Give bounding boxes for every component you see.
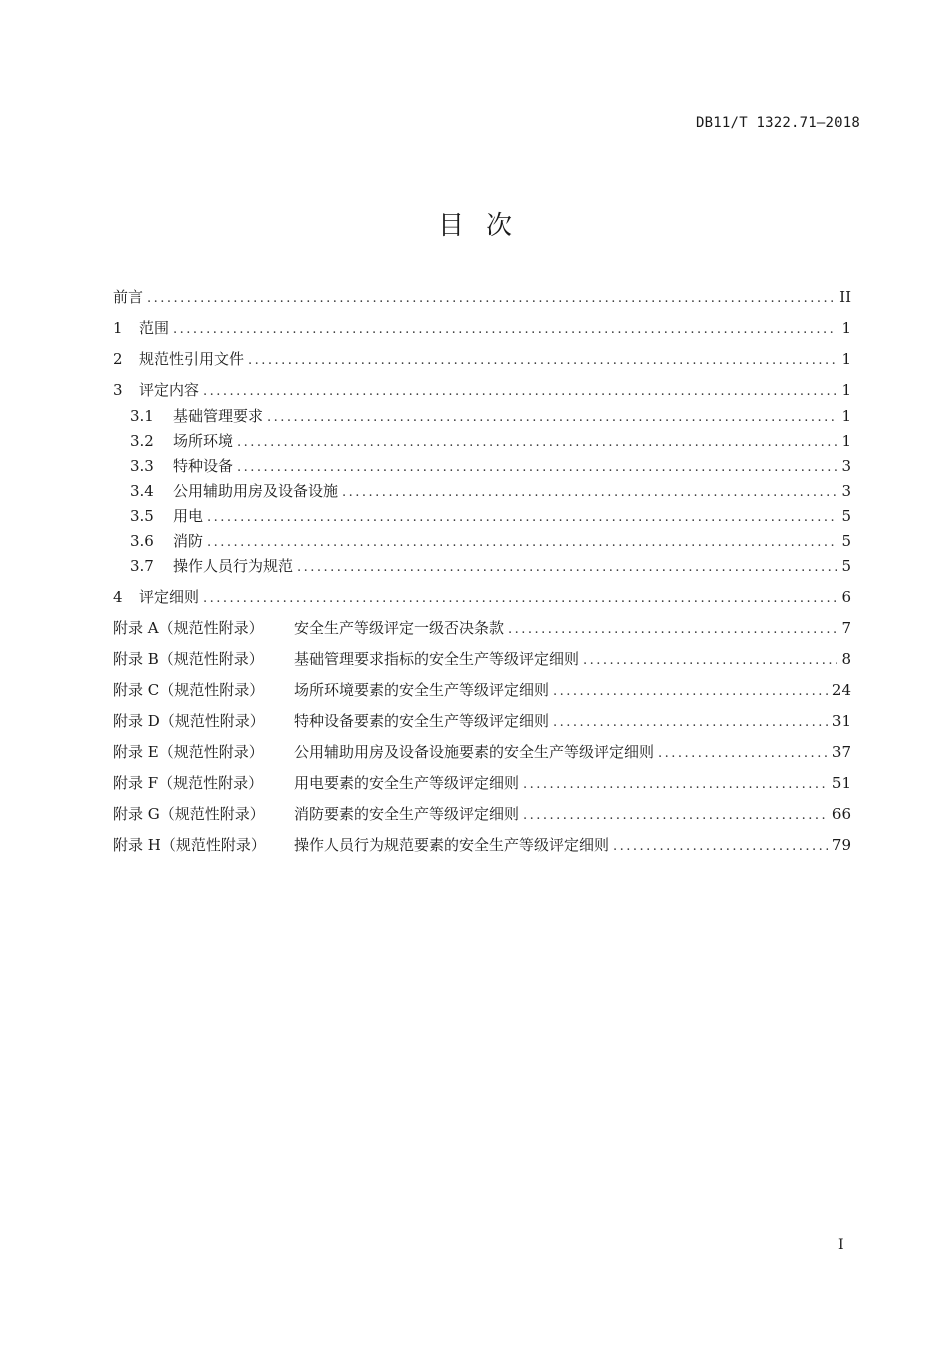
toc-entry-text: 公用辅助用房及设备设施	[173, 482, 339, 500]
toc-leader-dots	[297, 558, 837, 578]
page-title: 目次	[437, 211, 534, 241]
toc-appendix-label: 附录 D（规范性附录）	[113, 712, 265, 730]
page-number: I	[838, 1237, 844, 1253]
toc-leader-dots	[173, 320, 837, 340]
toc-entry-page: 66	[831, 805, 851, 823]
toc-entry-page: 8	[841, 650, 851, 668]
toc-leader-dots	[207, 508, 837, 528]
toc-entry-text: 场所环境要素的安全生产等级评定细则	[294, 681, 550, 699]
toc-entry-text: 前言	[113, 288, 144, 306]
toc-entry-foreword[interactable]	[113, 287, 851, 307]
toc-entry-page: 6	[841, 588, 851, 606]
toc-entry-page: 3	[841, 457, 851, 475]
toc-entry-subsection-3-6[interactable]	[113, 531, 851, 551]
toc-leader-dots	[203, 382, 837, 402]
toc-entry-text: 场所环境	[173, 432, 234, 450]
toc-leader-dots	[203, 589, 837, 609]
toc-entry-page: 5	[841, 532, 851, 550]
toc-entry-subsection-3-3[interactable]	[113, 456, 851, 476]
toc-leader-dots	[553, 713, 828, 733]
toc-entry-number: 3.3	[130, 457, 154, 475]
toc-entry-section-4[interactable]	[113, 587, 851, 607]
toc-entry-page: II	[839, 288, 851, 306]
toc-entry-subsection-3-7[interactable]	[113, 556, 851, 576]
toc-entry-text: 操作人员行为规范要素的安全生产等级评定细则	[294, 836, 610, 854]
toc-leader-dots	[147, 289, 835, 309]
toc-entry-text: 公用辅助用房及设备设施要素的安全生产等级评定细则	[294, 743, 655, 761]
toc-entry-text: 范围	[139, 319, 170, 337]
toc-entry-subsection-3-1[interactable]	[113, 406, 851, 426]
toc-entry-page: 37	[831, 743, 851, 761]
toc-entry-number: 3.5	[130, 507, 154, 525]
toc-appendix-label: 附录 F（规范性附录）	[113, 774, 264, 792]
toc-leader-dots	[523, 806, 828, 826]
toc-entry-number: 3.7	[130, 557, 154, 575]
toc-entry-text: 评定细则	[139, 588, 200, 606]
toc-entry-section-3[interactable]	[113, 380, 851, 400]
toc-entry-page: 24	[831, 681, 851, 699]
toc-entry-text: 规范性引用文件	[139, 350, 245, 368]
toc-appendix-label: 附录 A（规范性附录）	[113, 619, 264, 637]
toc-leader-dots	[508, 620, 837, 640]
toc-entry-text: 用电要素的安全生产等级评定细则	[294, 774, 520, 792]
toc-entry-text: 操作人员行为规范	[173, 557, 294, 575]
toc-entry-page: 31	[831, 712, 851, 730]
toc-entry-number: 3.4	[130, 482, 154, 500]
toc-entry-subsection-3-2[interactable]	[113, 431, 851, 451]
toc-entry-appendix-g[interactable]	[113, 804, 851, 824]
toc-entry-text: 评定内容	[139, 381, 200, 399]
toc-entry-appendix-h[interactable]	[113, 835, 851, 855]
toc-entry-appendix-d[interactable]	[113, 711, 851, 731]
toc-entry-page: 1	[841, 350, 851, 368]
toc-entry-page: 51	[831, 774, 851, 792]
toc-entry-appendix-a[interactable]	[113, 618, 851, 638]
toc-leader-dots	[613, 837, 828, 857]
toc-entry-number: 3.6	[130, 532, 154, 550]
document-code: DB11/T 1322.71—2018	[696, 115, 860, 131]
toc-leader-dots	[267, 408, 837, 428]
toc-entry-number: 3.1	[130, 407, 154, 425]
toc-entry-page: 79	[831, 836, 851, 854]
toc-leader-dots	[237, 433, 837, 453]
toc-entry-number: 1	[113, 319, 123, 337]
toc-entry-appendix-f[interactable]	[113, 773, 851, 793]
toc-entry-text: 消防	[173, 532, 204, 550]
toc-appendix-label: 附录 H（规范性附录）	[113, 836, 266, 854]
toc-leader-dots	[583, 651, 837, 671]
toc-entry-page: 5	[841, 507, 851, 525]
toc-entry-section-1[interactable]	[113, 318, 851, 338]
toc-entry-text: 特种设备	[173, 457, 234, 475]
toc-entry-page: 1	[841, 432, 851, 450]
toc-entry-text: 基础管理要求指标的安全生产等级评定细则	[294, 650, 580, 668]
toc-entry-page: 5	[841, 557, 851, 575]
toc-entry-appendix-c[interactable]	[113, 680, 851, 700]
toc-entry-text: 安全生产等级评定一级否决条款	[294, 619, 505, 637]
toc-appendix-label: 附录 B（规范性附录）	[113, 650, 264, 668]
toc-leader-dots	[342, 483, 837, 503]
toc-entry-subsection-3-5[interactable]	[113, 506, 851, 526]
toc-entry-page: 1	[841, 407, 851, 425]
toc-appendix-label: 附录 G（规范性附录）	[113, 805, 265, 823]
table-of-contents	[113, 287, 851, 855]
toc-entry-page: 1	[841, 319, 851, 337]
toc-leader-dots	[248, 351, 837, 371]
toc-entry-text: 特种设备要素的安全生产等级评定细则	[294, 712, 550, 730]
toc-leader-dots	[658, 744, 828, 764]
toc-entry-number: 2	[113, 350, 123, 368]
toc-entry-text: 基础管理要求	[173, 407, 264, 425]
toc-entry-number: 3.2	[130, 432, 154, 450]
toc-entry-appendix-b[interactable]	[113, 649, 851, 669]
toc-entry-text: 用电	[173, 507, 204, 525]
toc-leader-dots	[207, 533, 837, 553]
toc-entry-page: 1	[841, 381, 851, 399]
toc-leader-dots	[523, 775, 828, 795]
toc-appendix-label: 附录 E（规范性附录）	[113, 743, 264, 761]
toc-leader-dots	[553, 682, 828, 702]
toc-entry-subsection-3-4[interactable]	[113, 481, 851, 501]
toc-appendix-label: 附录 C（规范性附录）	[113, 681, 265, 699]
toc-entry-page: 3	[841, 482, 851, 500]
toc-entry-number: 3	[113, 381, 123, 399]
toc-entry-appendix-e[interactable]	[113, 742, 851, 762]
toc-entry-section-2[interactable]	[113, 349, 851, 369]
toc-leader-dots	[237, 458, 837, 478]
toc-entry-number: 4	[113, 588, 123, 606]
toc-entry-text: 消防要素的安全生产等级评定细则	[294, 805, 520, 823]
toc-entry-page: 7	[841, 619, 851, 637]
